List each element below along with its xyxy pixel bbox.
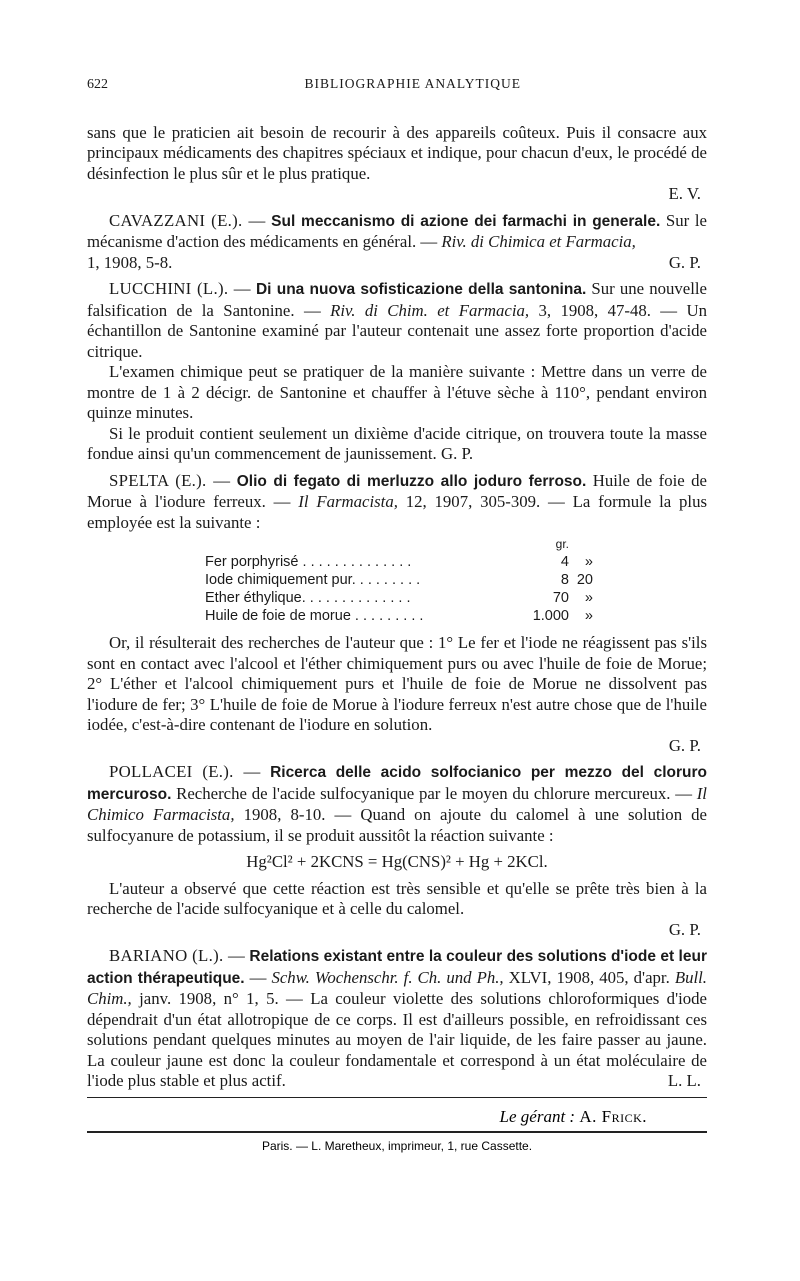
entry-author: POLLACEI (E.). — <box>109 762 261 781</box>
entry-paragraph: Si le produit contient seulement un dixième d'acide citrique, on trouvera toute la masse fondue ainsi qu'un commencement de jaunissement. <box>87 423 707 463</box>
entry-journal: Riv. di Chimica et Farmacia, <box>441 232 636 251</box>
entry-title: Relations existant entre la couleur des solutions d'iode et leur action thérapeutique. <box>87 948 707 987</box>
entry-lucchini <box>87 279 707 465</box>
entry-title: Di una nuova sofisticazione della santonina. <box>255 281 587 298</box>
ingredient-name: Ether éthylique. . . . . . . . . . . . . . <box>205 590 411 606</box>
entry-journal: Schw. Wochenschr. f. Ch. und Ph., <box>271 967 504 987</box>
entry-bariano <box>87 946 707 1092</box>
intro-entry <box>87 123 707 205</box>
entry-description: Sur le mécanisme d'action des médicaments en général. — <box>87 210 707 251</box>
ingredient-quantity: 8 <box>560 572 569 588</box>
recipe-row <box>205 589 593 607</box>
entry-dash: — <box>249 967 267 987</box>
unit-header: gr. <box>555 537 569 551</box>
entry-paragraph: L'examen chimique peut se pratiquer de la manière suivante : Mettre dans un verre de montre de 1 à 2 décigr. de Santonine et chauffer à l'étuve sèche à 110°, pendant environ quinze minutes. <box>87 362 707 422</box>
gerant-label: Le gérant : <box>499 1107 576 1126</box>
ingredient-fraction: » <box>584 590 593 606</box>
entry-journal-secondary: Bull. Chim., <box>87 967 707 1008</box>
entry-reference: 1, 1908, 5-8. <box>87 252 173 272</box>
footer-rule-bottom <box>87 1131 707 1133</box>
page-number: 622 <box>87 77 108 92</box>
gerant-signature <box>87 1107 647 1127</box>
entry-author: BARIANO (L.). — <box>109 946 246 965</box>
entry-journal: Riv. di Chim. et Farmacia, <box>330 300 530 320</box>
entry-spelta <box>87 471 707 757</box>
ingredient-fraction: 20 <box>576 572 593 588</box>
entry-description: Recherche de l'acide sulfocyanique par le moyen du chlorure mercureux. — <box>176 783 692 803</box>
entry-signature: G. P. <box>668 252 701 272</box>
entry-title: Olio di fegato di merluzzo allo joduro ferroso. <box>236 472 587 490</box>
printer-imprint: Paris. — L. Maretheux, imprimeur, 1, rue Cassette. <box>261 1139 533 1153</box>
ingredient-name: Iode chimiquement pur. . . . . . . . . <box>205 572 421 588</box>
ingredient-quantity: 1.000 <box>532 608 569 624</box>
entry-reference: XLVI, 1908, 405, d'apr. <box>508 967 670 987</box>
entry-title: Sul meccanismo di azione dei farmachi in generale. <box>271 212 661 230</box>
entry-signature: G. P. <box>668 919 701 939</box>
ingredient-name: Fer porphyrisé . . . . . . . . . . . . . . <box>205 554 412 570</box>
running-title: BIBLIOGRAPHIE ANALYTIQUE <box>304 76 521 91</box>
ingredient-quantity: 70 <box>552 590 569 606</box>
entry-journal: Il Farmacista, <box>298 492 398 511</box>
entry-journal: Il Chimico Farmacista, <box>87 783 707 824</box>
intro-text: sans que le praticien ait besoin de recourir à des appareils coûteux. Puis il consacre aux principaux médicaments des chapitres spéciaux et indique, pour chacun d'eux, le procédé de désinfection le plus sûr et le plus pratique. <box>87 122 707 183</box>
recipe-table <box>205 535 593 625</box>
entry-reference: 1908, 8-10. — Quand on ajoute du calomel à une solution de sulfocyanure de potassium, il se produit aussitôt la réaction suivante : <box>87 805 708 845</box>
recipe-row <box>205 607 593 625</box>
page-content <box>87 74 707 1092</box>
ingredient-fraction: » <box>584 608 593 624</box>
entry-paragraph: Or, il résulterait des recherches de l'auteur que : 1° Le fer et l'iode ne réagissent pas s'ils sont en contact avec l'alcool et l'éther chimiquement purs ou avec l'huile de foie de Morue; 2° L'éther et l'alcool chimiquement purs et l'huile de foie de Morue ne dissolvent pas l'iodure de fer; 3° L'huile de foie de Morue à l'iodure ferreux n'est autre chose que de l'huile iodée, c'est-à-dire contenant de l'iodure en solution. <box>87 633 707 734</box>
entry-signature: G. P. <box>440 444 474 463</box>
chemical-formula: Hg²Cl² + 2KCNS = Hg(CNS)² + Hg + 2KCl. <box>246 852 548 871</box>
entry-description: Sur une nouvelle falsification de la Santonine. — <box>87 279 707 320</box>
entry-description: Huile de foie de Morue à l'iodure ferreux. — <box>87 470 707 511</box>
entry-author: LUCCHINI (L.). — <box>109 279 251 298</box>
entry-author: CAVAZZANI (E.). — <box>109 210 266 230</box>
footer-rule-top <box>87 1097 707 1098</box>
recipe-row <box>205 571 593 589</box>
entry-reference: 12, 1907, 305-309. — La formule la plus employée est la suivante : <box>87 492 707 532</box>
entry-reference-secondary: janv. 1908, n° 1, 5. — La couleur violette des solutions chloroformiques d'iode dépendrait d'un état allotropique de ce corps. Il est d'ailleurs possible, en refroidissant ces solutions pendant quelques minutes au moyen de l'air liquide, de les faire passer au jaune. La couleur jaune est donc la couleur fondamentale et correspond à un état moléculaire de l'iode plus stable et plus actif. <box>87 989 707 1090</box>
recipe-row <box>205 553 593 571</box>
entry-paragraph: L'auteur a observé que cette réaction est très sensible et qu'elle se prête très bien à la recherche de l'acide sulfocyanique et à celle du calomel. <box>87 878 707 918</box>
recipe-header-row <box>205 535 593 553</box>
entry-reference: 3, 1908, 47-48. — Un échantillon de Santonine examiné par l'auteur contenait une assez forte proportion d'acide citrique. <box>87 300 707 361</box>
entry-author: SPELTA (E.). — <box>109 470 231 490</box>
intro-signature: E. V. <box>668 184 701 203</box>
entry-cavazzani <box>87 211 707 274</box>
page-header <box>87 74 707 96</box>
ingredient-quantity: 4 <box>560 554 569 570</box>
entry-title: Ricerca delle acido solfocianico per mezzo del cloruro mercuroso. <box>87 764 707 803</box>
entry-pollacei <box>87 762 707 940</box>
gerant-name: A. Frick. <box>579 1107 647 1126</box>
ingredient-fraction: » <box>584 554 593 570</box>
entry-signature: L. L. <box>667 1071 701 1090</box>
ingredient-name: Huile de foie de morue . . . . . . . . . <box>205 608 424 624</box>
entry-signature: G. P. <box>668 735 701 755</box>
